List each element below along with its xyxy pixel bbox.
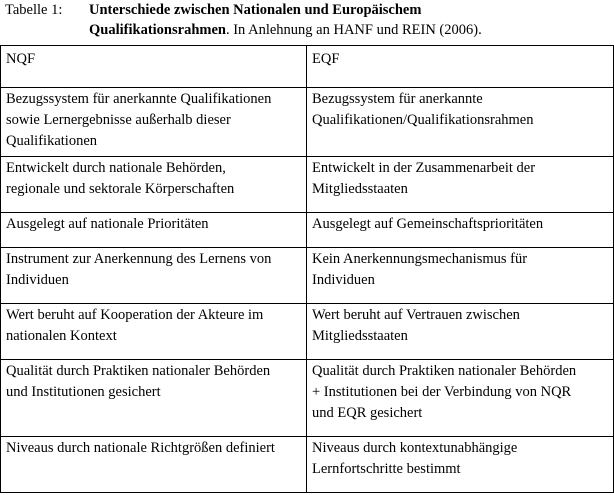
cell-text-line: Instrument zur Anerkennung des Lernens von	[6, 251, 272, 267]
table-row	[1, 88, 614, 157]
table-row	[1, 360, 614, 437]
header-nqf: NQF	[1, 46, 307, 88]
cell-text-line: nationalen Kontext	[6, 328, 117, 344]
cell-text-line: Mitgliedsstaaten	[312, 328, 408, 344]
cell-eqf	[307, 360, 614, 437]
cell-text-line: Entwickelt in der Zusammenarbeit der	[312, 160, 536, 176]
cell-text-line: und Institutionen gesichert	[6, 384, 161, 400]
cell-text-line: Wert beruht auf Vertrauen zwischen	[312, 307, 520, 323]
table-row	[1, 213, 614, 248]
cell-text-line: Bezugssystem für anerkannte Qualifikationen	[6, 91, 272, 107]
cell-text-line: Qualifikationen/Qualifikationsrahmen	[312, 112, 534, 128]
cell-eqf	[307, 248, 614, 304]
cell-text-line: Entwickelt durch nationale Behörden,	[6, 160, 226, 176]
cell-text-line: und EQR gesichert	[312, 405, 423, 421]
cell-text-line: Qualität durch Praktiken nationaler Behörden	[6, 363, 271, 379]
cell-nqf	[1, 213, 307, 248]
cell-eqf	[307, 88, 614, 157]
table-caption	[5, 0, 610, 40]
cell-text-line: sowie Lernergebnisse außerhalb dieser	[6, 112, 231, 128]
cell-nqf	[1, 437, 307, 493]
cell-text-line: Wert beruht auf Kooperation der Akteure im	[6, 307, 264, 323]
table-row	[1, 248, 614, 304]
caption-title-line1: Unterschiede zwischen Nationalen und Europäischem	[89, 2, 422, 18]
table-row	[1, 304, 614, 360]
caption-title-line2: Qualifikationsrahmen	[89, 22, 226, 38]
cell-eqf	[307, 437, 614, 493]
cell-eqf	[307, 304, 614, 360]
cell-eqf	[307, 157, 614, 213]
caption-source: . In Anlehnung an HANF und REIN (2006).	[225, 22, 482, 38]
cell-text-line: Bezugssystem für anerkannte	[312, 91, 483, 107]
cell-text-line: Kein Anerkennungsmechanismus für	[312, 251, 528, 267]
cell-text-line: Individuen	[6, 272, 69, 288]
comparison-table	[0, 45, 614, 493]
table-row	[1, 157, 614, 213]
cell-text-line: Lernfortschritte bestimmt	[312, 461, 461, 477]
cell-text-line: Individuen	[312, 272, 375, 288]
cell-nqf	[1, 248, 307, 304]
cell-text-line: Qualität durch Praktiken nationaler Behörden	[312, 363, 577, 379]
cell-text-line: Qualifikationen	[6, 133, 98, 149]
caption-label: Tabelle 1:	[5, 2, 63, 18]
header-eqf: EQF	[307, 46, 614, 88]
cell-text-line: Niveaus durch nationale Richtgrößen definiert	[6, 440, 275, 456]
table-header-row	[1, 46, 614, 88]
cell-nqf	[1, 360, 307, 437]
cell-text-line: Mitgliedsstaaten	[312, 181, 408, 197]
cell-nqf	[1, 88, 307, 157]
cell-text-line: Niveaus durch kontextunabhängige	[312, 440, 518, 456]
cell-nqf	[1, 157, 307, 213]
cell-text-line: Ausgelegt auf Gemeinschaftsprioritäten	[312, 216, 544, 232]
cell-text-line: + Institutionen bei der Verbindung von NQR	[312, 384, 572, 400]
table-row	[1, 437, 614, 493]
cell-text-line: Ausgelegt auf nationale Prioritäten	[6, 216, 209, 232]
cell-eqf	[307, 213, 614, 248]
cell-nqf	[1, 304, 307, 360]
cell-text-line: regionale und sektorale Körperschaften	[6, 181, 235, 197]
